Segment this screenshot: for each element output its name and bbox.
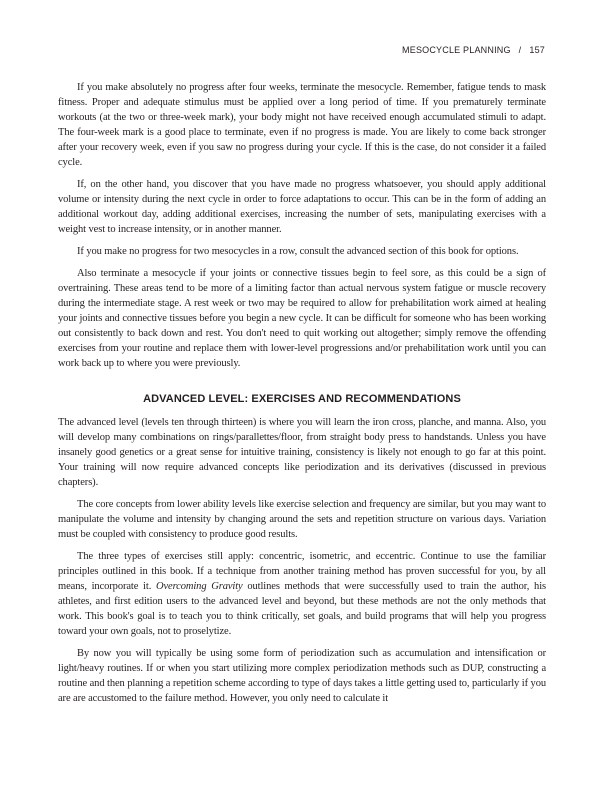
paragraph-advanced-level: The advanced level (levels ten through thirteen) is where you will learn the iron cross, planche, and manna. Also, you will develop many combinations on rings/parallettes/floor, from straight body press to handstands. Unless you have insanely good genetics or a great sense for intuitive training, consistency is likely not enough to go far at this point. Your training will now require advanced concepts like periodization and its derivatives (discussed in previous chapters). — [58, 417, 546, 488]
paragraph-exercise-types — [58, 549, 546, 639]
paragraph-terminate-no-progress: If you make absolutely no progress after four weeks, terminate the mesocycle. Remember, fatigue tends to mask fitness. Proper and adequate stimulus must be applied over a long period of time. If you prematurely terminate workouts (at the two or three-week mark), your body might not have received enough accumulated stimuli to adapt. The four-week mark is a good place to terminate, even if no progress is made. You are likely to come back stronger after your recovery week, even if you saw no progress during your cycle. If this is the case, do not consider it a failed cycle. — [58, 82, 546, 168]
paragraph-core-concepts: The core concepts from lower ability levels like exercise selection and frequency are similar, but you may want to manipulate the volume and intensity by changing around the sets and repetition structure on various days. Variation must be coupled with consistency to produce good results. — [58, 499, 546, 540]
exercise-types-text-start: The three types of exercises still apply: concentric, isometric, and eccentric. Continue to use the familiar principles outlined in this book. If a technique from another training method has proven successful for you, by all means, incorporate it. — [58, 551, 546, 592]
section-heading: ADVANCED LEVEL: EXERCISES AND RECOMMENDATIONS — [143, 393, 461, 405]
book-title: Overcoming Gravity — [155, 581, 243, 592]
page-number: 157 — [529, 45, 545, 55]
exercise-types-text-end: outlines methods that were successfully used to train the author, his athletes, and first edition users to the advanced level and beyond, but these methods are not the only methods that work. This book's goal is to teach you to think critically, set goals, and build programs that will help you progress toward your own goals, not to proselytize. — [58, 581, 546, 637]
header-separator: / — [518, 45, 522, 55]
paragraph-joint-soreness: Also terminate a mesocycle if your joints or connective tissues begin to feel sore, as this could be a sign of overtraining. These areas tend to be more of a limiting factor than actual nervous system fatigue or muscle recovery during the intermediate stage. A rest week or two may be required to allow for prehabilitation work aimed at healing your joints and connective tissues before you begin a new cycle. It can be difficult for someone who has been working out consistently to back down and rest. You don't need to quit working out altogether; simply remove the offending exercises from your routine and replace them with lower-level progressions and/or prehabilitation work until you can work back up to where you were previously. — [58, 268, 546, 369]
paragraph-two-mesocycles: If you make no progress for two mesocycles in a row, consult the advanced section of this book for options. — [77, 246, 519, 257]
paragraph-periodization: By now you will typically be using some form of periodization such as accumulation and intensification or light/heavy routines. If or when you start utilizing more complex periodization methods such as DUP, constructing a routine and then planning a repetition scheme according to type of days takes a little getting used to, particularly if you are are accustomed to the failure method. However, you only need to calculate it — [58, 648, 546, 704]
running-header — [402, 45, 545, 55]
body-text — [58, 80, 546, 713]
chapter-title: MESOCYCLE PLANNING — [402, 45, 511, 55]
paragraph-apply-volume: If, on the other hand, you discover that you have made no progress whatsoever, you should apply additional volume or intensity during the next cycle in order to force adaptations to occur. This can be in the form of adding an additional workout day, adding additional exercises, increasing the number of sets, manipulating exercises with a weight vest to increase intensity, or in another manner. — [58, 179, 546, 235]
